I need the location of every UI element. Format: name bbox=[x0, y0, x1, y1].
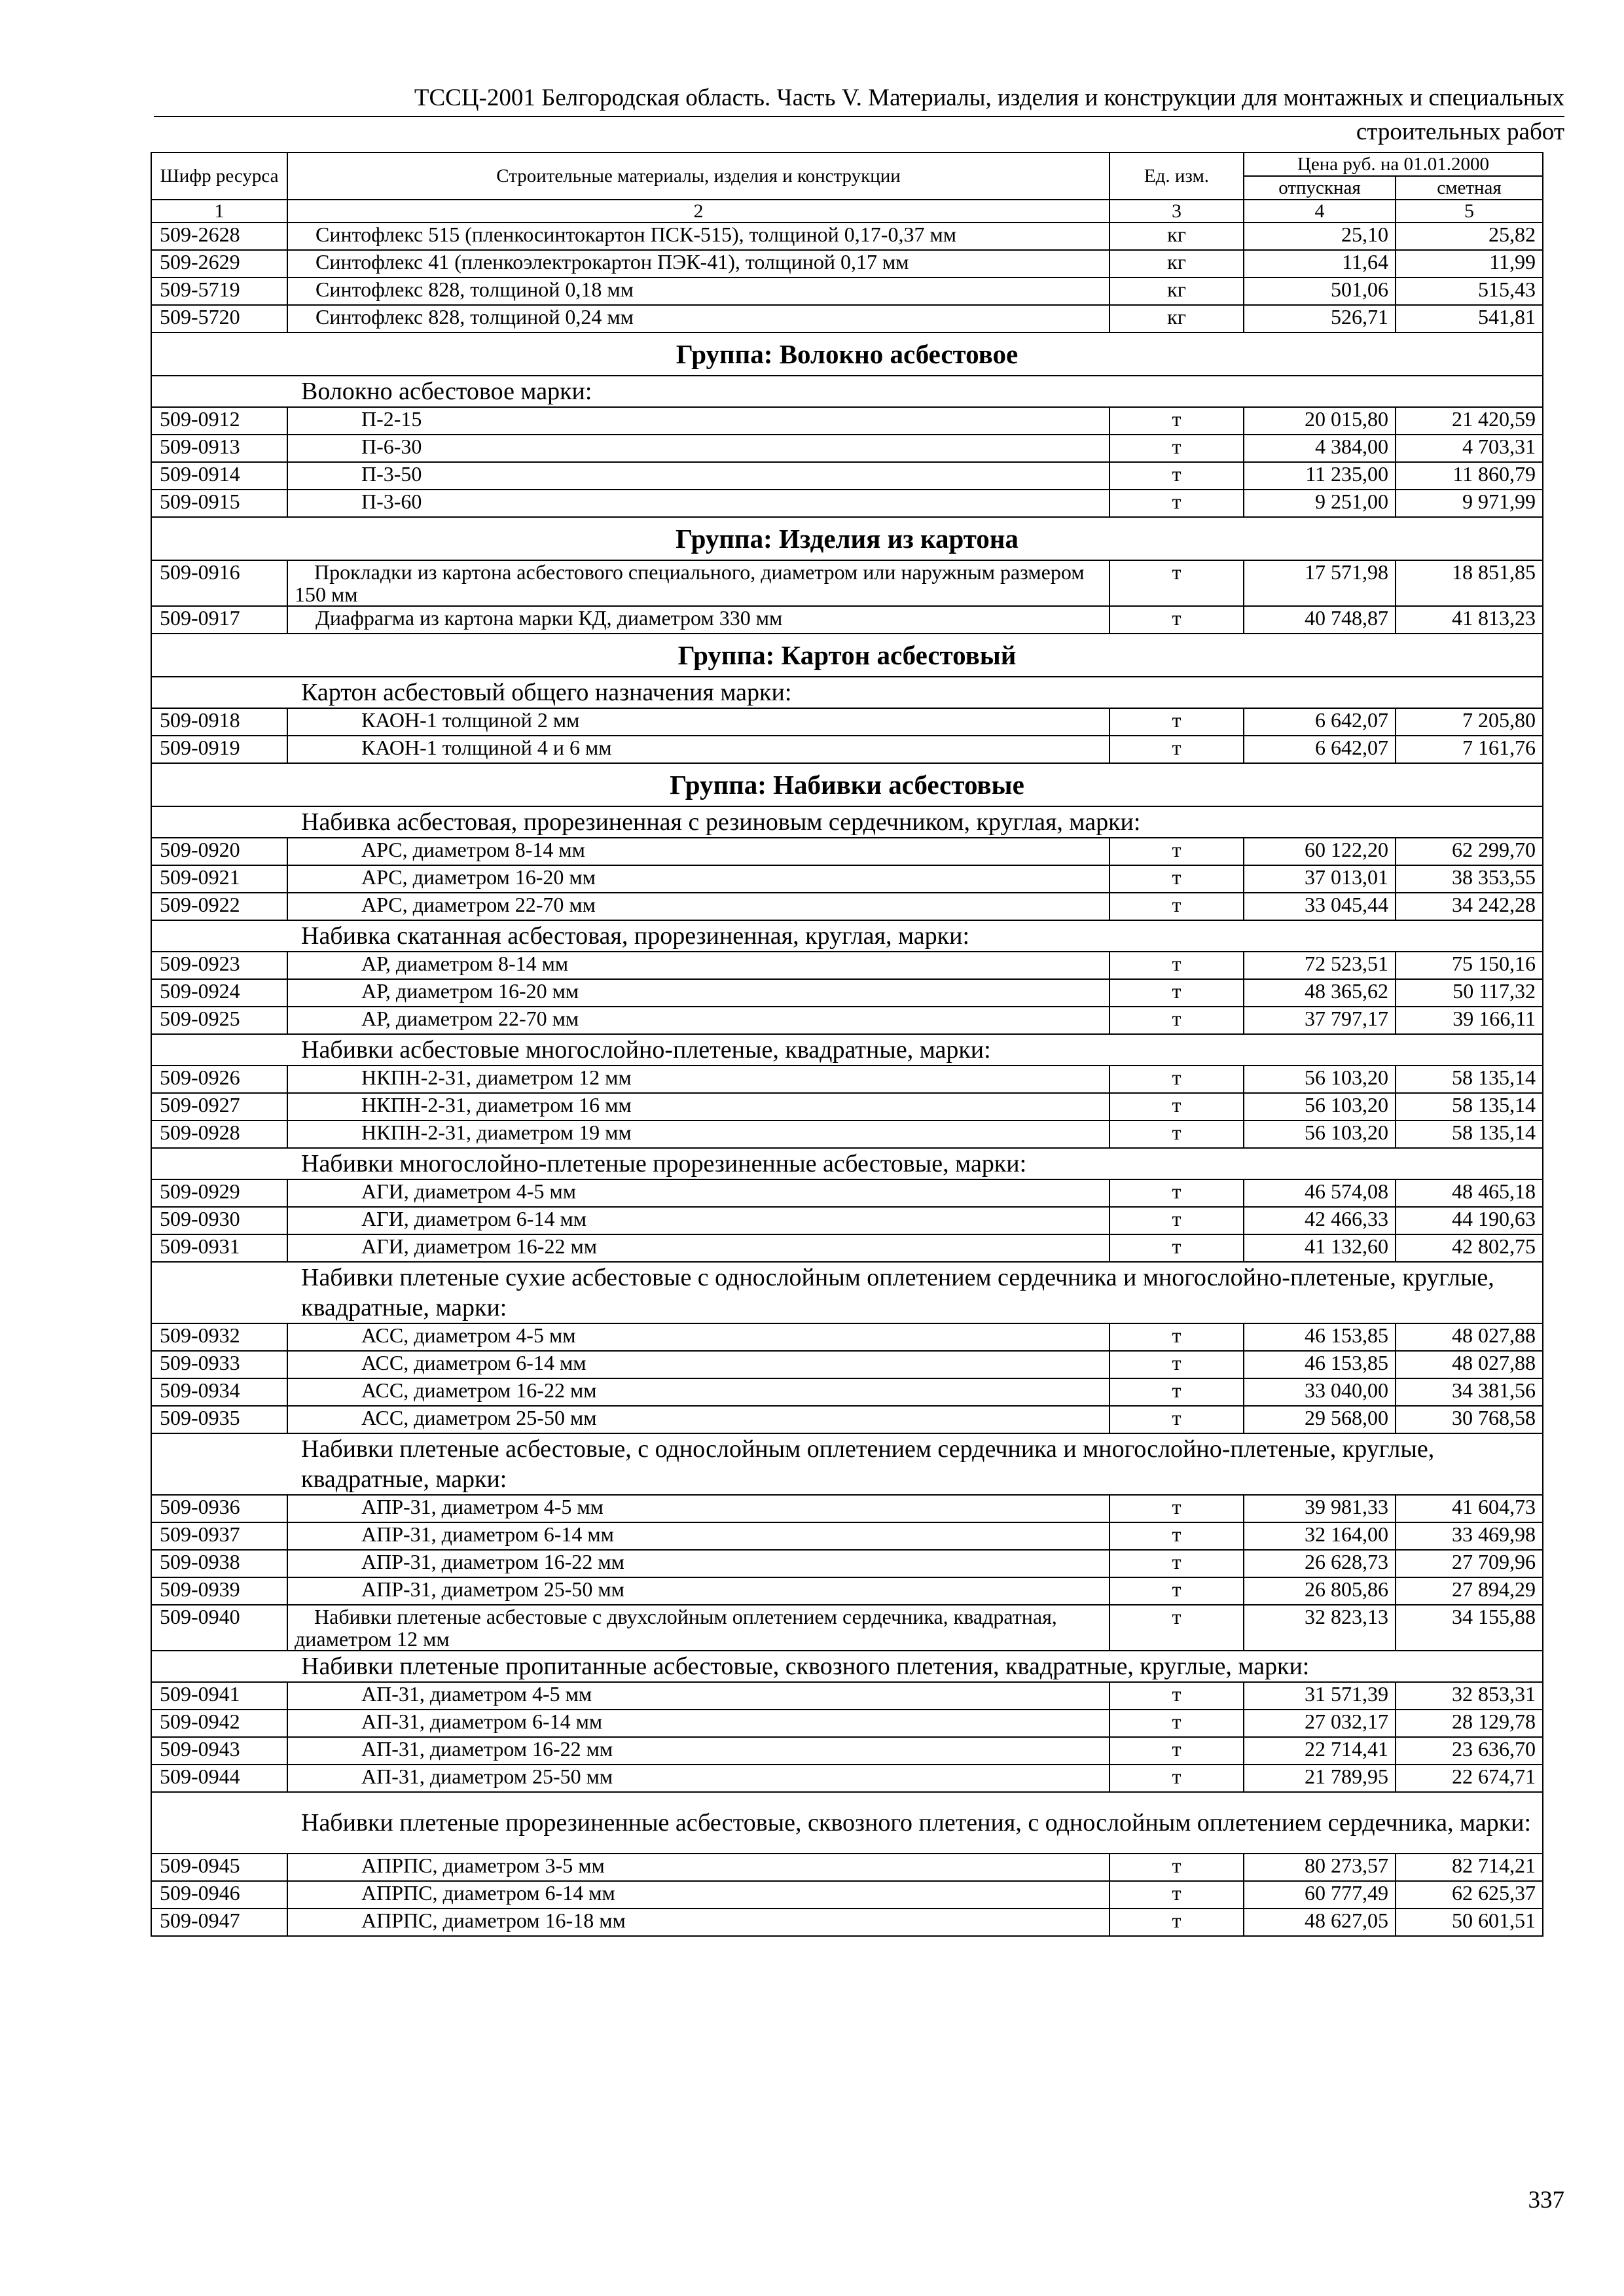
table-row bbox=[151, 1351, 1543, 1378]
table-row bbox=[151, 1765, 1543, 1792]
release-price-cell: 29 568,00 bbox=[1244, 1406, 1396, 1433]
unit-cell: т bbox=[1110, 952, 1244, 979]
estimate-price-cell: 58 135,14 bbox=[1396, 1121, 1543, 1148]
material-name-cell: НКПН-2-31, диаметром 12 мм bbox=[287, 1066, 1110, 1093]
unit-cell: т bbox=[1110, 708, 1244, 736]
material-name-cell: П-2-15 bbox=[287, 407, 1110, 435]
release-price-cell: 526,71 bbox=[1244, 305, 1396, 332]
material-name-cell: АСС, диаметром 25-50 мм bbox=[287, 1406, 1110, 1433]
release-price-cell: 46 153,85 bbox=[1244, 1323, 1396, 1351]
material-name-cell: АР, диаметром 16-20 мм bbox=[287, 979, 1110, 1007]
resource-code-cell: 509-0920 bbox=[151, 838, 287, 865]
col-number: 4 bbox=[1244, 200, 1396, 223]
material-name-cell: АСС, диаметром 16-22 мм bbox=[287, 1378, 1110, 1406]
resource-code-cell: 509-0939 bbox=[151, 1577, 287, 1605]
estimate-price-cell: 34 155,88 bbox=[1396, 1605, 1543, 1651]
table-row bbox=[151, 606, 1543, 634]
group-heading: Группа: Изделия из картона bbox=[151, 517, 1543, 560]
estimate-price-cell: 42 802,75 bbox=[1396, 1234, 1543, 1262]
resource-code-cell: 509-2628 bbox=[151, 223, 287, 250]
material-name-cell: АР, диаметром 8-14 мм bbox=[287, 952, 1110, 979]
resource-code-cell: 509-0947 bbox=[151, 1909, 287, 1936]
category-row bbox=[151, 677, 1543, 708]
document-header-title: ТССЦ-2001 Белгородская область. Часть V. Материалы, изделия и конструкции для монтажных и специальных bbox=[414, 84, 1564, 111]
resource-code-cell: 509-0915 bbox=[151, 490, 287, 517]
table-row bbox=[151, 223, 1543, 250]
release-price-cell: 9 251,00 bbox=[1244, 490, 1396, 517]
unit-cell: т bbox=[1110, 736, 1244, 763]
category-row bbox=[151, 1262, 1543, 1323]
resource-code-cell: 509-0938 bbox=[151, 1550, 287, 1577]
release-price-cell: 46 153,85 bbox=[1244, 1351, 1396, 1378]
release-price-cell: 37 013,01 bbox=[1244, 865, 1396, 893]
unit-cell: т bbox=[1110, 1007, 1244, 1034]
unit-cell: т bbox=[1110, 1737, 1244, 1765]
material-name-cell: АРС, диаметром 22-70 мм bbox=[287, 893, 1110, 920]
release-price-cell: 48 365,62 bbox=[1244, 979, 1396, 1007]
table-row bbox=[151, 1854, 1543, 1881]
group-heading-row bbox=[151, 332, 1543, 376]
resource-code-cell: 509-0918 bbox=[151, 708, 287, 736]
estimate-price-cell: 41 813,23 bbox=[1396, 606, 1543, 634]
unit-cell: т bbox=[1110, 1378, 1244, 1406]
table-row bbox=[151, 1881, 1543, 1909]
unit-cell: т bbox=[1110, 1179, 1244, 1207]
material-name-cell: АПРПС, диаметром 6-14 мм bbox=[287, 1881, 1110, 1909]
resource-code-cell: 509-0931 bbox=[151, 1234, 287, 1262]
table-row bbox=[151, 1207, 1543, 1234]
estimate-price-cell: 11 860,79 bbox=[1396, 462, 1543, 490]
unit-cell: кг bbox=[1110, 223, 1244, 250]
resource-code-cell: 509-0919 bbox=[151, 736, 287, 763]
resource-code-cell: 509-0945 bbox=[151, 1854, 287, 1881]
resource-code-cell: 509-0936 bbox=[151, 1495, 287, 1522]
group-heading: Группа: Картон асбестовый bbox=[151, 634, 1543, 677]
material-name-cell: Синтофлекс 828, толщиной 0,18 мм bbox=[287, 278, 1110, 305]
material-name-cell: КАОН-1 толщиной 2 мм bbox=[287, 708, 1110, 736]
material-name-cell: Диафрагма из картона марки КД, диаметром 330 мм bbox=[287, 606, 1110, 634]
estimate-price-cell: 62 625,37 bbox=[1396, 1881, 1543, 1909]
material-name-cell: АПР-31, диаметром 25-50 мм bbox=[287, 1577, 1110, 1605]
table-row bbox=[151, 278, 1543, 305]
table-row bbox=[151, 1378, 1543, 1406]
category-row bbox=[151, 920, 1543, 952]
estimate-price-cell: 50 117,32 bbox=[1396, 979, 1543, 1007]
resource-code-cell: 509-0942 bbox=[151, 1710, 287, 1737]
resource-code-cell: 509-0917 bbox=[151, 606, 287, 634]
release-price-cell: 4 384,00 bbox=[1244, 435, 1396, 462]
col-header-release-price: отпускная bbox=[1244, 176, 1396, 200]
material-name-cell: АГИ, диаметром 6-14 мм bbox=[287, 1207, 1110, 1234]
estimate-price-cell: 7 205,80 bbox=[1396, 708, 1543, 736]
table-row bbox=[151, 708, 1543, 736]
release-price-cell: 27 032,17 bbox=[1244, 1710, 1396, 1737]
table-row bbox=[151, 952, 1543, 979]
estimate-price-cell: 62 299,70 bbox=[1396, 838, 1543, 865]
resource-code-cell: 509-0914 bbox=[151, 462, 287, 490]
category-heading: Набивка скатанная асбестовая, прорезиненная, круглая, марки: bbox=[151, 920, 1543, 952]
group-heading-row bbox=[151, 517, 1543, 560]
estimate-price-cell: 39 166,11 bbox=[1396, 1007, 1543, 1034]
table-row bbox=[151, 1550, 1543, 1577]
release-price-cell: 80 273,57 bbox=[1244, 1854, 1396, 1881]
table-row bbox=[151, 1406, 1543, 1433]
release-price-cell: 39 981,33 bbox=[1244, 1495, 1396, 1522]
estimate-price-cell: 4 703,31 bbox=[1396, 435, 1543, 462]
estimate-price-cell: 75 150,16 bbox=[1396, 952, 1543, 979]
release-price-cell: 25,10 bbox=[1244, 223, 1396, 250]
release-price-cell: 60 777,49 bbox=[1244, 1881, 1396, 1909]
release-price-cell: 72 523,51 bbox=[1244, 952, 1396, 979]
release-price-cell: 60 122,20 bbox=[1244, 838, 1396, 865]
estimate-price-cell: 34 381,56 bbox=[1396, 1378, 1543, 1406]
table-row bbox=[151, 435, 1543, 462]
release-price-cell: 33 040,00 bbox=[1244, 1378, 1396, 1406]
col-number: 1 bbox=[151, 200, 287, 223]
table-row bbox=[151, 250, 1543, 278]
unit-cell: т bbox=[1110, 1881, 1244, 1909]
estimate-price-cell: 58 135,14 bbox=[1396, 1093, 1543, 1121]
estimate-price-cell: 27 894,29 bbox=[1396, 1577, 1543, 1605]
unit-cell: т bbox=[1110, 1093, 1244, 1121]
table-row bbox=[151, 1909, 1543, 1936]
estimate-price-cell: 41 604,73 bbox=[1396, 1495, 1543, 1522]
group-heading-row bbox=[151, 763, 1543, 806]
estimate-price-cell: 21 420,59 bbox=[1396, 407, 1543, 435]
table-header bbox=[151, 152, 1543, 223]
category-row bbox=[151, 1148, 1543, 1179]
col-header-estimate-price: сметная bbox=[1396, 176, 1543, 200]
resource-code-cell: 509-0930 bbox=[151, 1207, 287, 1234]
resource-code-cell: 509-0922 bbox=[151, 893, 287, 920]
estimate-price-cell: 7 161,76 bbox=[1396, 736, 1543, 763]
material-name-cell: АСС, диаметром 6-14 мм bbox=[287, 1351, 1110, 1378]
material-name-cell: АПР-31, диаметром 6-14 мм bbox=[287, 1522, 1110, 1550]
table-row bbox=[151, 1495, 1543, 1522]
material-name-cell: АРС, диаметром 8-14 мм bbox=[287, 838, 1110, 865]
unit-cell: т bbox=[1110, 560, 1244, 606]
resource-code-cell: 509-0940 bbox=[151, 1605, 287, 1651]
unit-cell: т bbox=[1110, 865, 1244, 893]
release-price-cell: 6 642,07 bbox=[1244, 736, 1396, 763]
release-price-cell: 32 164,00 bbox=[1244, 1522, 1396, 1550]
document-header-subtitle: строительных работ bbox=[1356, 118, 1564, 145]
category-row bbox=[151, 1034, 1543, 1066]
unit-cell: т bbox=[1110, 1121, 1244, 1148]
material-name-cell: Набивки плетеные асбестовые с двухслойным оплетением сердечника, квадратная, диаметром 12 мм bbox=[287, 1605, 1110, 1651]
material-name-cell: П-3-60 bbox=[287, 490, 1110, 517]
material-name-cell: АСС, диаметром 4-5 мм bbox=[287, 1323, 1110, 1351]
col-header-name: Строительные материалы, изделия и конструкции bbox=[287, 152, 1110, 200]
table-row bbox=[151, 560, 1543, 606]
estimate-price-cell: 33 469,98 bbox=[1396, 1522, 1543, 1550]
group-heading: Группа: Волокно асбестовое bbox=[151, 332, 1543, 376]
estimate-price-cell: 28 129,78 bbox=[1396, 1710, 1543, 1737]
release-price-cell: 501,06 bbox=[1244, 278, 1396, 305]
resource-code-cell: 509-0935 bbox=[151, 1406, 287, 1433]
unit-cell: т bbox=[1110, 1550, 1244, 1577]
unit-cell: т bbox=[1110, 979, 1244, 1007]
resource-code-cell: 509-0916 bbox=[151, 560, 287, 606]
table-row bbox=[151, 865, 1543, 893]
table-row bbox=[151, 1234, 1543, 1262]
table-row bbox=[151, 838, 1543, 865]
category-row bbox=[151, 1651, 1543, 1682]
unit-cell: т bbox=[1110, 1323, 1244, 1351]
category-row bbox=[151, 376, 1543, 407]
col-header-code: Шифр ресурса bbox=[151, 152, 287, 200]
release-price-cell: 17 571,98 bbox=[1244, 560, 1396, 606]
table-row bbox=[151, 1179, 1543, 1207]
resource-code-cell: 509-0933 bbox=[151, 1351, 287, 1378]
material-name-cell: Прокладки из картона асбестового специального, диаметром или наружным размером 150 мм bbox=[287, 560, 1110, 606]
resource-code-cell: 509-0929 bbox=[151, 1179, 287, 1207]
release-price-cell: 31 571,39 bbox=[1244, 1682, 1396, 1710]
resource-code-cell: 509-0921 bbox=[151, 865, 287, 893]
material-name-cell: АП-31, диаметром 16-22 мм bbox=[287, 1737, 1110, 1765]
estimate-price-cell: 27 709,96 bbox=[1396, 1550, 1543, 1577]
table-row bbox=[151, 1093, 1543, 1121]
resource-code-cell: 509-0928 bbox=[151, 1121, 287, 1148]
col-header-unit: Ед. изм. bbox=[1110, 152, 1244, 200]
release-price-cell: 22 714,41 bbox=[1244, 1737, 1396, 1765]
resource-code-cell: 509-0925 bbox=[151, 1007, 287, 1034]
release-price-cell: 20 015,80 bbox=[1244, 407, 1396, 435]
resource-code-cell: 509-0912 bbox=[151, 407, 287, 435]
table-row bbox=[151, 1121, 1543, 1148]
resource-code-cell: 509-0932 bbox=[151, 1323, 287, 1351]
release-price-cell: 56 103,20 bbox=[1244, 1066, 1396, 1093]
material-name-cell: АГИ, диаметром 16-22 мм bbox=[287, 1234, 1110, 1262]
resource-code-cell: 509-0913 bbox=[151, 435, 287, 462]
release-price-cell: 37 797,17 bbox=[1244, 1007, 1396, 1034]
release-price-cell: 11 235,00 bbox=[1244, 462, 1396, 490]
col-number: 3 bbox=[1110, 200, 1244, 223]
table-row bbox=[151, 979, 1543, 1007]
unit-cell: кг bbox=[1110, 278, 1244, 305]
estimate-price-cell: 18 851,85 bbox=[1396, 560, 1543, 606]
material-name-cell: Синтофлекс 515 (пленкосинтокартон ПСК-515), толщиной 0,17-0,37 мм bbox=[287, 223, 1110, 250]
release-price-cell: 56 103,20 bbox=[1244, 1121, 1396, 1148]
category-row bbox=[151, 1792, 1543, 1854]
estimate-price-cell: 48 465,18 bbox=[1396, 1179, 1543, 1207]
table-row bbox=[151, 490, 1543, 517]
material-name-cell: АП-31, диаметром 4-5 мм bbox=[287, 1682, 1110, 1710]
table-row bbox=[151, 1577, 1543, 1605]
release-price-cell: 26 805,86 bbox=[1244, 1577, 1396, 1605]
estimate-price-cell: 50 601,51 bbox=[1396, 1909, 1543, 1936]
category-heading: Набивки плетеные прорезиненные асбестовые, сквозного плетения, с однослойным оплетением сердечника, марки: bbox=[151, 1792, 1543, 1854]
estimate-price-cell: 25,82 bbox=[1396, 223, 1543, 250]
estimate-price-cell: 48 027,88 bbox=[1396, 1351, 1543, 1378]
page-number: 337 bbox=[1528, 2187, 1564, 2214]
release-price-cell: 6 642,07 bbox=[1244, 708, 1396, 736]
release-price-cell: 48 627,05 bbox=[1244, 1909, 1396, 1936]
category-row bbox=[151, 806, 1543, 838]
table-row bbox=[151, 1522, 1543, 1550]
category-heading: Набивки плетеные асбестовые, с однослойным оплетением сердечника и многослойно-плетеные, круглые, квадратные, марки: bbox=[151, 1433, 1543, 1495]
table-row bbox=[151, 305, 1543, 332]
unit-cell: т bbox=[1110, 1909, 1244, 1936]
material-name-cell: Синтофлекс 828, толщиной 0,24 мм bbox=[287, 305, 1110, 332]
unit-cell: т bbox=[1110, 1682, 1244, 1710]
resource-code-cell: 509-2629 bbox=[151, 250, 287, 278]
unit-cell: т bbox=[1110, 1066, 1244, 1093]
table-row bbox=[151, 1323, 1543, 1351]
resource-code-cell: 509-0943 bbox=[151, 1737, 287, 1765]
estimate-price-cell: 23 636,70 bbox=[1396, 1737, 1543, 1765]
unit-cell: т bbox=[1110, 1710, 1244, 1737]
category-heading: Картон асбестовый общего назначения марки: bbox=[151, 677, 1543, 708]
release-price-cell: 42 466,33 bbox=[1244, 1207, 1396, 1234]
material-name-cell: АП-31, диаметром 6-14 мм bbox=[287, 1710, 1110, 1737]
estimate-price-cell: 44 190,63 bbox=[1396, 1207, 1543, 1234]
unit-cell: т bbox=[1110, 1854, 1244, 1881]
estimate-price-cell: 9 971,99 bbox=[1396, 490, 1543, 517]
table-body bbox=[151, 223, 1543, 1936]
group-heading: Группа: Набивки асбестовые bbox=[151, 763, 1543, 806]
resource-code-cell: 509-0926 bbox=[151, 1066, 287, 1093]
unit-cell: т bbox=[1110, 1234, 1244, 1262]
resource-code-cell: 509-5720 bbox=[151, 305, 287, 332]
material-name-cell: АП-31, диаметром 25-50 мм bbox=[287, 1765, 1110, 1792]
resource-code-cell: 509-5719 bbox=[151, 278, 287, 305]
estimate-price-cell: 48 027,88 bbox=[1396, 1323, 1543, 1351]
material-name-cell: АПР-31, диаметром 4-5 мм bbox=[287, 1495, 1110, 1522]
material-name-cell: АРС, диаметром 16-20 мм bbox=[287, 865, 1110, 893]
release-price-cell: 33 045,44 bbox=[1244, 893, 1396, 920]
group-heading-row bbox=[151, 634, 1543, 677]
table-row bbox=[151, 1737, 1543, 1765]
material-name-cell: КАОН-1 толщиной 4 и 6 мм bbox=[287, 736, 1110, 763]
material-name-cell: АПРПС, диаметром 16-18 мм bbox=[287, 1909, 1110, 1936]
resource-code-cell: 509-0941 bbox=[151, 1682, 287, 1710]
material-name-cell: АПР-31, диаметром 16-22 мм bbox=[287, 1550, 1110, 1577]
estimate-price-cell: 34 242,28 bbox=[1396, 893, 1543, 920]
estimate-price-cell: 32 853,31 bbox=[1396, 1682, 1543, 1710]
unit-cell: т bbox=[1110, 606, 1244, 634]
estimate-price-cell: 82 714,21 bbox=[1396, 1854, 1543, 1881]
unit-cell: т bbox=[1110, 1522, 1244, 1550]
table-row bbox=[151, 736, 1543, 763]
resource-code-cell: 509-0934 bbox=[151, 1378, 287, 1406]
estimate-price-cell: 515,43 bbox=[1396, 278, 1543, 305]
category-heading: Набивки асбестовые многослойно-плетеные, квадратные, марки: bbox=[151, 1034, 1543, 1066]
category-heading: Набивки плетеные сухие асбестовые с однослойным оплетением сердечника и многослойно-плетеные, круглые, квадратные, марки: bbox=[151, 1262, 1543, 1323]
material-name-cell: П-6-30 bbox=[287, 435, 1110, 462]
category-heading: Набивка асбестовая, прорезиненная с резиновым сердечником, круглая, марки: bbox=[151, 806, 1543, 838]
table-row bbox=[151, 1682, 1543, 1710]
estimate-price-cell: 11,99 bbox=[1396, 250, 1543, 278]
unit-cell: т bbox=[1110, 893, 1244, 920]
col-header-price: Цена руб. на 01.01.2000 bbox=[1244, 152, 1543, 176]
price-table bbox=[151, 152, 1543, 1937]
release-price-cell: 21 789,95 bbox=[1244, 1765, 1396, 1792]
material-name-cell: АПРПС, диаметром 3-5 мм bbox=[287, 1854, 1110, 1881]
col-number: 2 bbox=[287, 200, 1110, 223]
header-rule bbox=[154, 116, 1564, 117]
resource-code-cell: 509-0944 bbox=[151, 1765, 287, 1792]
estimate-price-cell: 22 674,71 bbox=[1396, 1765, 1543, 1792]
release-price-cell: 46 574,08 bbox=[1244, 1179, 1396, 1207]
category-heading: Волокно асбестовое марки: bbox=[151, 376, 1543, 407]
release-price-cell: 32 823,13 bbox=[1244, 1605, 1396, 1651]
table-row bbox=[151, 1710, 1543, 1737]
material-name-cell: П-3-50 bbox=[287, 462, 1110, 490]
table-row bbox=[151, 407, 1543, 435]
release-price-cell: 41 132,60 bbox=[1244, 1234, 1396, 1262]
category-heading: Набивки плетеные пропитанные асбестовые, сквозного плетения, квадратные, круглые, марки: bbox=[151, 1651, 1543, 1682]
table-row bbox=[151, 1066, 1543, 1093]
unit-cell: т bbox=[1110, 1406, 1244, 1433]
material-name-cell: НКПН-2-31, диаметром 19 мм bbox=[287, 1121, 1110, 1148]
category-heading: Набивки многослойно-плетеные прорезиненные асбестовые, марки: bbox=[151, 1148, 1543, 1179]
material-name-cell: Синтофлекс 41 (пленкоэлектрокартон ПЭК-41), толщиной 0,17 мм bbox=[287, 250, 1110, 278]
resource-code-cell: 509-0927 bbox=[151, 1093, 287, 1121]
resource-code-cell: 509-0923 bbox=[151, 952, 287, 979]
unit-cell: т bbox=[1110, 1605, 1244, 1651]
unit-cell: т bbox=[1110, 435, 1244, 462]
unit-cell: т bbox=[1110, 1495, 1244, 1522]
estimate-price-cell: 38 353,55 bbox=[1396, 865, 1543, 893]
release-price-cell: 56 103,20 bbox=[1244, 1093, 1396, 1121]
unit-cell: т bbox=[1110, 1577, 1244, 1605]
estimate-price-cell: 58 135,14 bbox=[1396, 1066, 1543, 1093]
release-price-cell: 26 628,73 bbox=[1244, 1550, 1396, 1577]
unit-cell: т bbox=[1110, 462, 1244, 490]
resource-code-cell: 509-0937 bbox=[151, 1522, 287, 1550]
material-name-cell: АР, диаметром 22-70 мм bbox=[287, 1007, 1110, 1034]
release-price-cell: 11,64 bbox=[1244, 250, 1396, 278]
unit-cell: т bbox=[1110, 838, 1244, 865]
resource-code-cell: 509-0946 bbox=[151, 1881, 287, 1909]
estimate-price-cell: 541,81 bbox=[1396, 305, 1543, 332]
unit-cell: т bbox=[1110, 1351, 1244, 1378]
estimate-price-cell: 30 768,58 bbox=[1396, 1406, 1543, 1433]
resource-code-cell: 509-0924 bbox=[151, 979, 287, 1007]
unit-cell: т bbox=[1110, 407, 1244, 435]
table-row bbox=[151, 893, 1543, 920]
unit-cell: т bbox=[1110, 1207, 1244, 1234]
unit-cell: т bbox=[1110, 490, 1244, 517]
table-row bbox=[151, 462, 1543, 490]
table-row bbox=[151, 1605, 1543, 1651]
category-row bbox=[151, 1433, 1543, 1495]
release-price-cell: 40 748,87 bbox=[1244, 606, 1396, 634]
unit-cell: кг bbox=[1110, 250, 1244, 278]
table-row bbox=[151, 1007, 1543, 1034]
unit-cell: кг bbox=[1110, 305, 1244, 332]
unit-cell: т bbox=[1110, 1765, 1244, 1792]
material-name-cell: НКПН-2-31, диаметром 16 мм bbox=[287, 1093, 1110, 1121]
material-name-cell: АГИ, диаметром 4-5 мм bbox=[287, 1179, 1110, 1207]
col-number: 5 bbox=[1396, 200, 1543, 223]
